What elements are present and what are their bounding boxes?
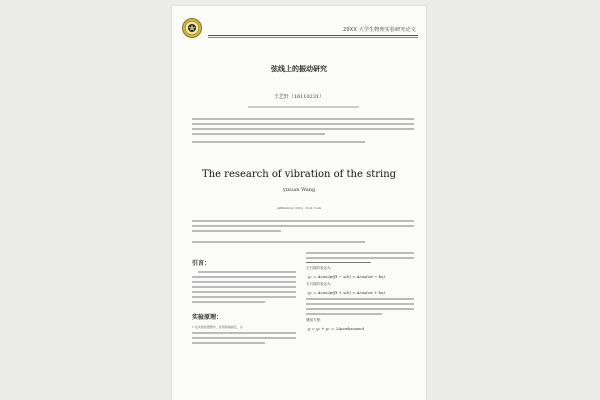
chinese-abstract (192, 118, 414, 138)
chinese-keywords (192, 141, 414, 146)
right-column (306, 252, 414, 334)
left-column (192, 258, 296, 347)
english-title: The research of vibration of the string (201, 169, 397, 180)
chinese-author: 王艺轩（16110231） (273, 94, 325, 100)
journal-header-title: 20XX 大学生物理实验研究论文 (342, 27, 416, 33)
superposition-label: 叠加方程： (306, 317, 324, 322)
university-seal-icon (182, 18, 202, 38)
superposition-equation: y = y₁ + y₂ = 2Acoskxcosωt (308, 325, 365, 331)
header-rule (208, 35, 418, 36)
left-wave-equation: y₁ = Acos2π(ft − x/λ) = Acos(ωt − kx) (308, 273, 385, 279)
english-affiliation: (Affiliation) (City) · Post Code (276, 206, 322, 210)
english-keywords (192, 241, 414, 246)
english-abstract (192, 220, 414, 235)
left-wave-label: 左行波的表达为： (306, 265, 334, 270)
chinese-affiliation-line (192, 106, 414, 111)
english-author: yixuan Wang (282, 187, 316, 193)
chinese-title: 弦线上的振动研究 (271, 65, 327, 73)
right-wave-equation: y₂ = Acos2π(ft + x/λ) = Acos(ωt + kx) (308, 289, 385, 295)
intro-heading: 引言： (192, 260, 211, 267)
right-wave-label: 右行波的表达为： (306, 281, 334, 286)
header-rule-thin (208, 37, 418, 38)
principle-heading: 实验原理： (192, 314, 223, 321)
paper-page (172, 6, 426, 400)
principle-item: 1.在实验装置图中，弦线两端固定，以 (192, 325, 243, 329)
